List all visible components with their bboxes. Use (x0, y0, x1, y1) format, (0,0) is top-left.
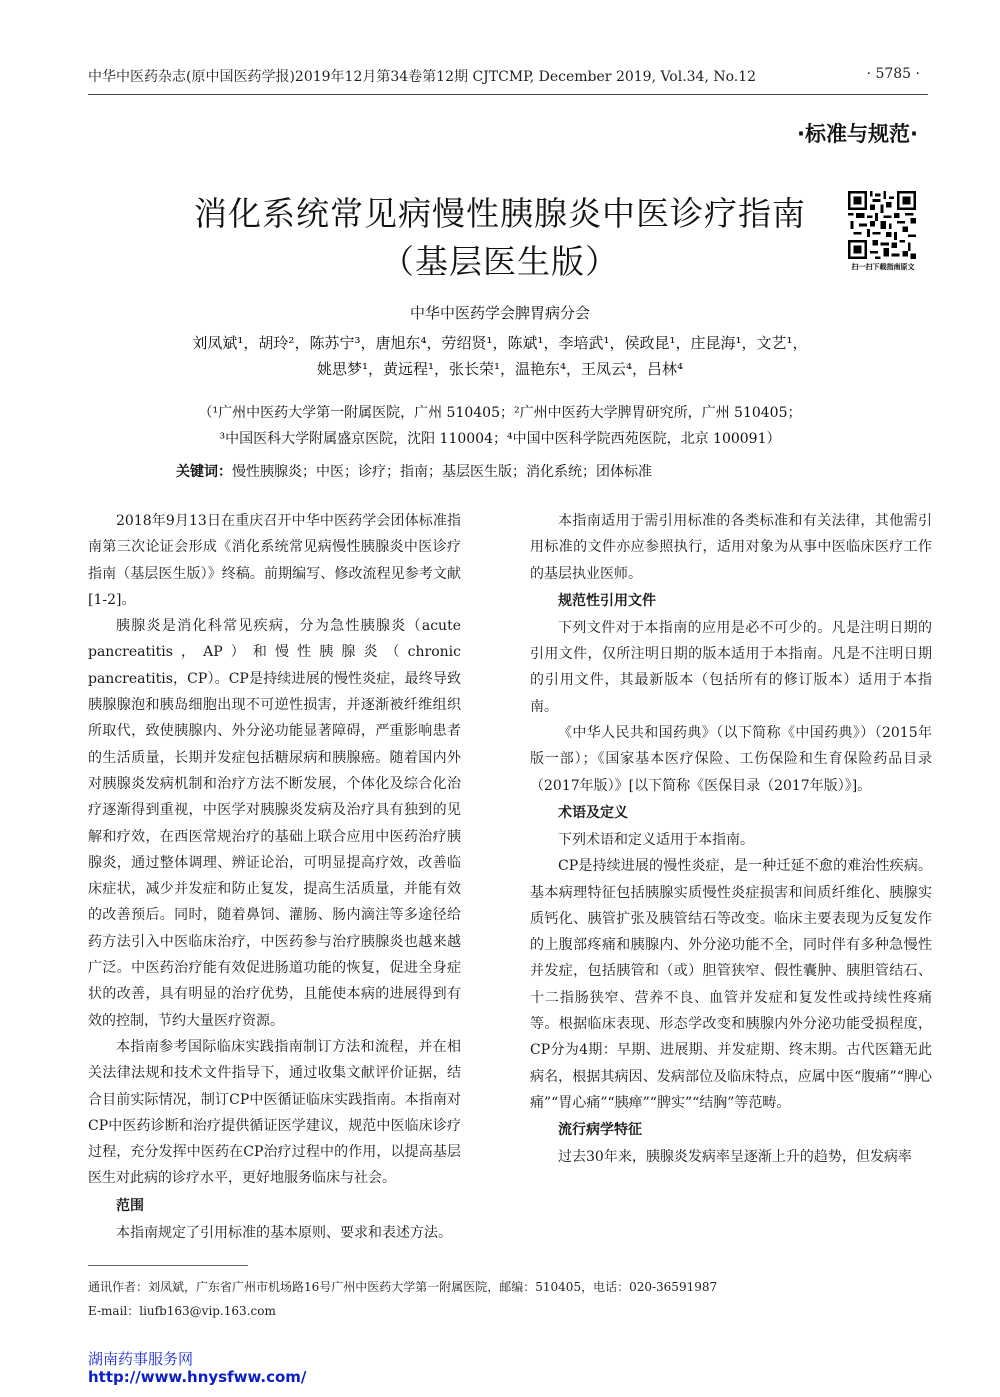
right-column (530, 508, 932, 1171)
keywords-text: 慢性胰腺炎；中医；诊疗；指南；基层医生版；消化系统；团体标准 (232, 464, 652, 480)
paragraph: 本指南适用于需引用标准的各类标准和有关法律，其他需引用标准的文件亦应参照执行，适用对象为从事中医临床医疗工作的基层执业医师。 (530, 513, 932, 582)
watermark (88, 1350, 306, 1386)
author-line: 刘凤斌¹，胡玲²，陈苏宁³，唐旭东⁴，劳绍贤¹，陈斌¹，李培武¹，侯政昆¹，庄昆海¹，文艺¹， (192, 334, 808, 352)
paragraph: 过去30年来，胰腺炎发病率呈逐渐上升的趋势，但发病率 (558, 1149, 912, 1166)
paragraph: 下列文件对于本指南的应用是必不可少的。凡是注明日期的引用文件，仅所注明日期的版本适用于本指南。凡是不注明日期的引用文件，其最新版本（包括所有的修订版本）适用于本指南。 (530, 619, 932, 715)
paragraph: 胰腺炎是消化科常见疾病，分为急性胰腺炎（acute pancreatitis，AP）和慢性胰腺炎（chronic pancreatitis，CP）。CP是持续进展的慢性炎症，最终导致胰腺腺泡和胰岛细胞出现不可逆性损害，并逐渐被纤维组织所取代，致使胰腺内、外分泌功能显著障碍，严重影响患者的生活质量，长期并发症包括糖尿病和胰腺癌。随着国内外对胰腺炎发病机制和治疗方法不断发展，个体化及综合化治疗逐渐得到重视，中医学对胰腺炎发病及治疗具有独到的见解和疗效，在西医常规治疗的基础上联合应用中医药治疗胰腺炎，通过整体调理、辨证论治，可明显提高疗效，改善临床症状，减少并发症和防止复发，提高生活质量，并能有效的改善预后。同时，随着鼻饲、灌肠、肠内滴注等多途径给药方法引入中医临床治疗，中医药参与治疗胰腺炎也越来越广泛。中医药治疗能有效促进肠道功能的恢复，促进全身症状的改善，具有明显的治疗优势，且能使本病的进展得到有效的控制，节约大量医疗资源。 (88, 618, 461, 1029)
article-title: 消化系统常见病慢性胰腺炎中医诊疗指南 (194, 194, 806, 233)
qr-code-icon[interactable] (848, 191, 916, 259)
organization: 中华中医药学会脾胃病分会 (409, 304, 590, 322)
paragraph: 本指南参考国际临床实践指南制订方法和流程，并在相关法律法规和技术文件指导下，通过收集文献评价证据，结合目前实际情况，制订CP中医循证临床实践指南。本指南对CP中医药诊断和治疗提供循证医学建议，规范中医临床诊疗过程，充分发挥中医药在CP治疗过程中的作用，以提高基层医生对此病的诊疗水平，更好地服务临床与社会。 (88, 1038, 461, 1187)
keywords-label: 关键词： (176, 464, 232, 480)
header-rule (88, 94, 928, 95)
paragraph: 《中华人民共和国药典》（以下简称《中国药典》）（2015年版一部）；《国家基本医疗保险、工伤保险和生育保险药品目录（2017年版）》[以下简称《医保目录（2017年版）》]。 (530, 725, 932, 794)
left-column (88, 508, 461, 1246)
footnote-rule (88, 1265, 248, 1266)
watermark-url[interactable]: http://www.hnysfww.com/ (88, 1368, 307, 1386)
paragraph: CP是持续进展的慢性炎症，是一种迁延不愈的难治性疾病。基本病理特征包括胰腺实质慢性炎症损害和间质纤维化、胰腺实质钙化、胰管扩张及胰管结石等改变。临床主要表现为反复发作的上腹部疼痛和胰腺内、外分泌功能不全，同时伴有多种急慢性并发症，包括胰管和（或）胆管狭窄、假性囊肿、胰胆管结石、十二指肠狭窄、营养不良、血管并发症和复发性或持续性疼痛等。根据临床表现、形态学改变和胰腺内外分泌功能受损程度，CP分为4期：早期、进展期、并发症期、终末期。古代医籍无此病名，根据其病因、发病部位及临床特点，应属中医“腹痛”“脾心痛”“胃心痛”“胰瘅”“脾实”“结胸”等范畴。 (530, 858, 932, 1111)
running-head (88, 66, 920, 86)
section-heading-terms: 术语及定义 (558, 804, 628, 821)
section-heading-epidemiology: 流行病学特征 (558, 1122, 642, 1139)
journal-citation: 中华中医药杂志(原中国医药学报)2019年12月第34卷第12期 CJTCMP, December 2019, Vol.34, No.12 (88, 69, 757, 85)
paragraph: 2018年9月13日在重庆召开中华中医药学会团体标准指南第三次论证会形成《消化系统常见病慢性胰腺炎中医诊疗指南（基层医生版）》终稿。前期编写、修改流程见参考文献[1-2]。 (88, 513, 461, 608)
paragraph: 本指南规定了引用标准的基本原则、要求和表述方法。 (116, 1224, 452, 1241)
page-number: · 5785 · (866, 66, 920, 82)
keywords (176, 461, 652, 481)
watermark-name: 湖南药事服务网 (88, 1350, 194, 1368)
author-list (140, 330, 860, 382)
section-label: ·标准与规范· (797, 122, 918, 146)
article-subtitle: （基层医生版） (381, 242, 619, 281)
section-heading-scope: 范围 (116, 1197, 144, 1214)
author-line: 姚思梦¹，黄远程¹，张长荣¹，温艳东⁴，王凤云⁴，吕林⁴ (316, 360, 684, 378)
correspondence-line: 通讯作者：刘凤斌，广东省广州市机场路16号广州中医药大学第一附属医院，邮编：510405，电话：020-36591987 (88, 1280, 718, 1294)
affiliation-line: ³中国医科大学附属盛京医院，沈阳 110004；⁴中国中医科学院西苑医院，北京 100091） (219, 431, 781, 447)
affiliation-line: （¹广州中医药大学第一附属医院，广州 510405；²广州中医药大学脾胃研究所，广州 510405； (198, 405, 802, 421)
section-heading-references: 规范性引用文件 (558, 592, 656, 609)
footnote (88, 1275, 717, 1323)
affiliations (120, 400, 880, 452)
paragraph: 下列术语和定义适用于本指南。 (558, 831, 754, 848)
qr-caption: 扫一扫下载指南原文 (851, 263, 915, 271)
email-line: E-mail：liufb163@vip.163.com (88, 1304, 276, 1318)
